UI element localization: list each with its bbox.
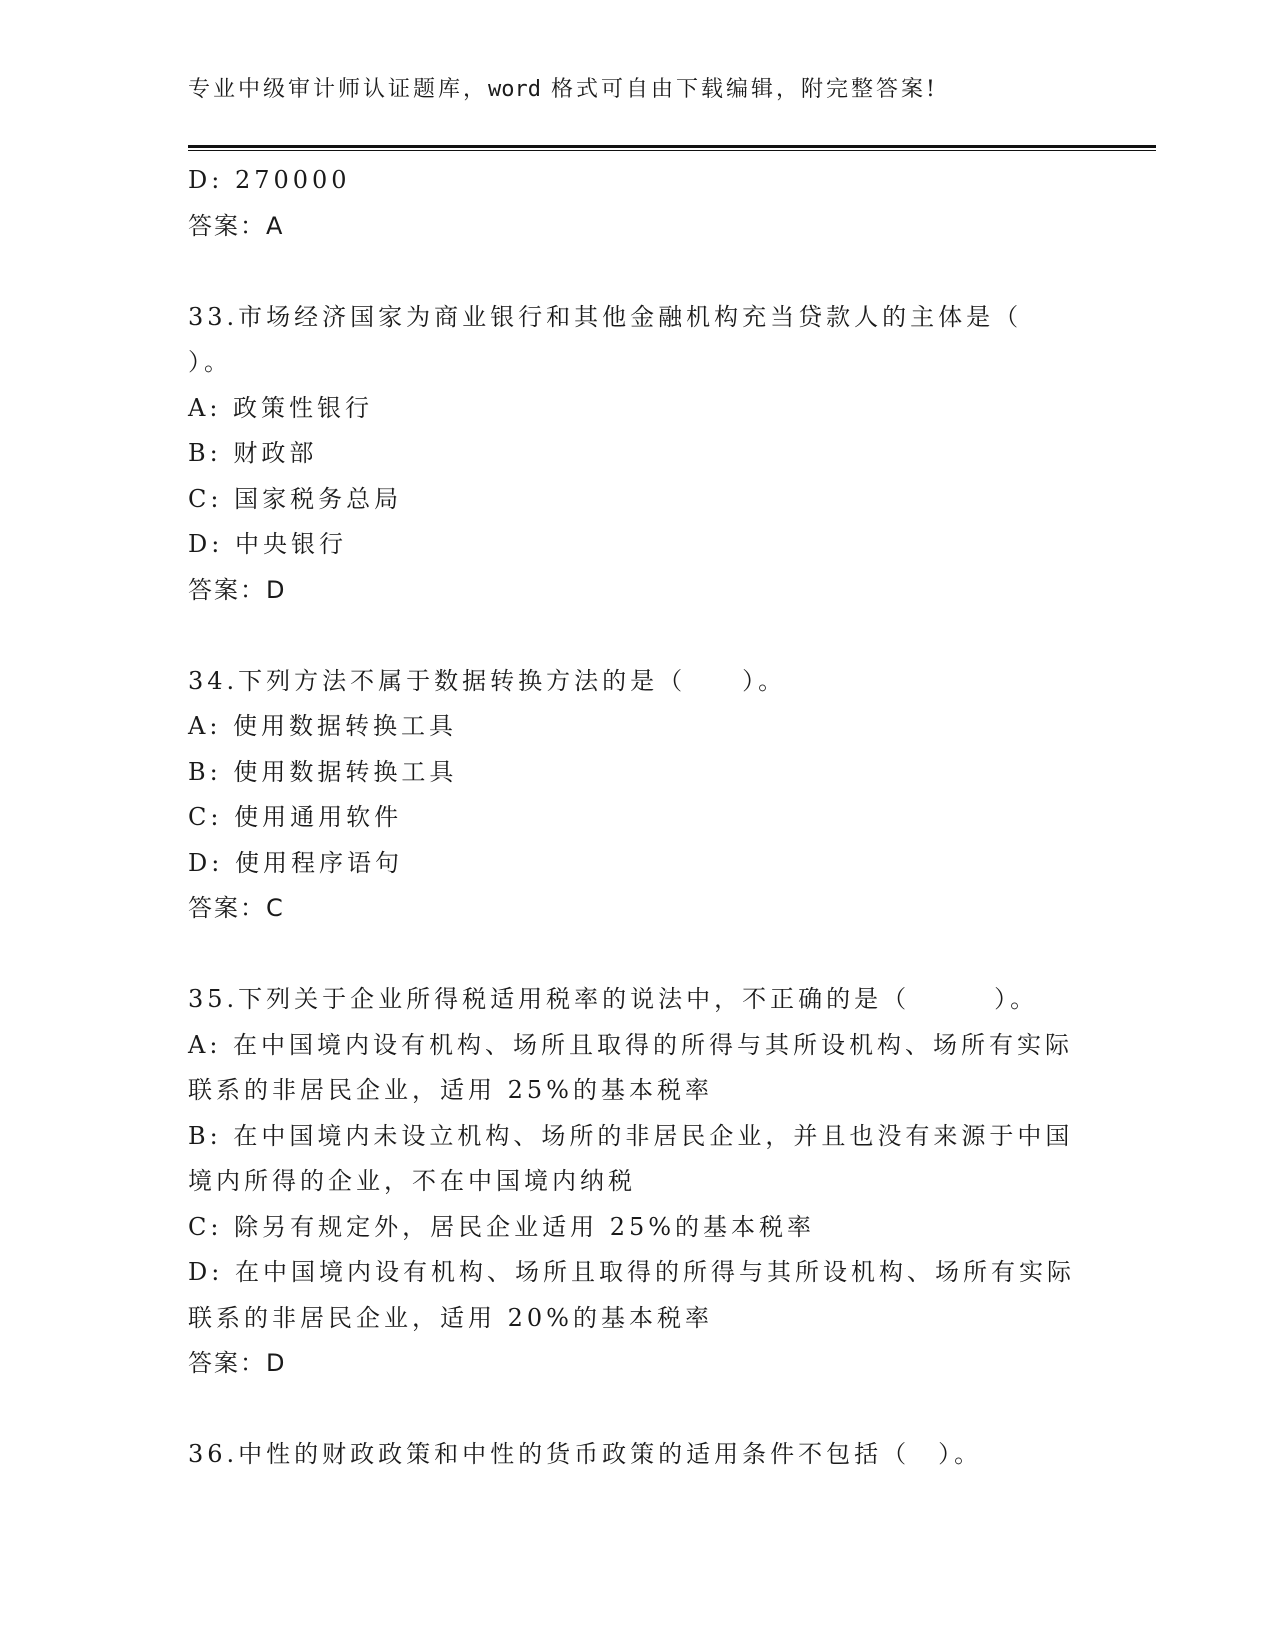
q34-option-d: D: 使用程序语句 <box>188 848 403 877</box>
page-header <box>188 74 938 106</box>
q35-option-b: B: 在中国境内未设立机构、场所的非居民企业，并且也没有来源于中国境内所得的企业，不在中国境内纳税 <box>188 1121 1074 1195</box>
spacer <box>188 249 1088 295</box>
document-body <box>188 158 1088 1478</box>
q35-option-d: D: 在中国境内设有机构、场所且取得的所得与其所设机构、场所有实际联系的非居民企业，适用 20%的基本税率 <box>188 1258 1075 1332</box>
question-34 <box>188 659 1088 932</box>
q32-answer: 答案：A <box>188 211 285 240</box>
question-36 <box>188 1432 1088 1478</box>
q33-stem-line1: 33.市场经济国家为商业银行和其他金融机构充当贷款人的主体是（ <box>188 302 1023 331</box>
q33-option-c: C: 国家税务总局 <box>188 484 403 513</box>
question-35 <box>188 977 1088 1387</box>
header-rule-thick <box>188 145 1156 148</box>
q33-option-d: D: 中央银行 <box>188 530 347 558</box>
q33-option-a: A: 政策性银行 <box>188 393 374 422</box>
q34-stem: 34.下列方法不属于数据转换方法的是（ ）。 <box>188 666 787 695</box>
q32-option-d: D: 270000 <box>188 166 351 194</box>
question-33 <box>188 295 1088 614</box>
q34-option-c: C: 使用通用软件 <box>188 803 403 831</box>
q33-stem-line2: ）。 <box>188 348 232 376</box>
q35-answer: 答案：D <box>188 1349 287 1377</box>
q33-option-b: B: 财政部 <box>188 439 318 467</box>
header-rule-thin <box>188 150 1156 151</box>
q35-option-c: C: 除另有规定外，居民企业适用 25%的基本税率 <box>188 1212 816 1241</box>
q35-stem: 35.下列关于企业所得税适用税率的说法中，不正确的是（ ）。 <box>188 985 1039 1013</box>
q34-option-b: B: 使用数据转换工具 <box>188 757 458 786</box>
q34-answer: 答案：C <box>188 894 285 922</box>
spacer <box>188 932 1088 978</box>
q35-option-a: A: 在中国境内设有机构、场所且取得的所得与其所设机构、场所有实际联系的非居民企业，适用 25%的基本税率 <box>188 1030 1074 1104</box>
header-text-after: 格式可自由下载编辑，附完整答案! <box>541 77 938 102</box>
spacer <box>188 613 1088 659</box>
header-text-before: 专业中级审计师认证题库， <box>188 77 489 102</box>
q34-option-a: A: 使用数据转换工具 <box>188 712 458 740</box>
q36-stem: 36.中性的财政政策和中性的货币政策的适用条件不包括（ ）。 <box>188 1440 983 1468</box>
header-word: word <box>488 77 541 102</box>
spacer <box>188 1387 1088 1433</box>
q33-answer: 答案：D <box>188 575 287 604</box>
